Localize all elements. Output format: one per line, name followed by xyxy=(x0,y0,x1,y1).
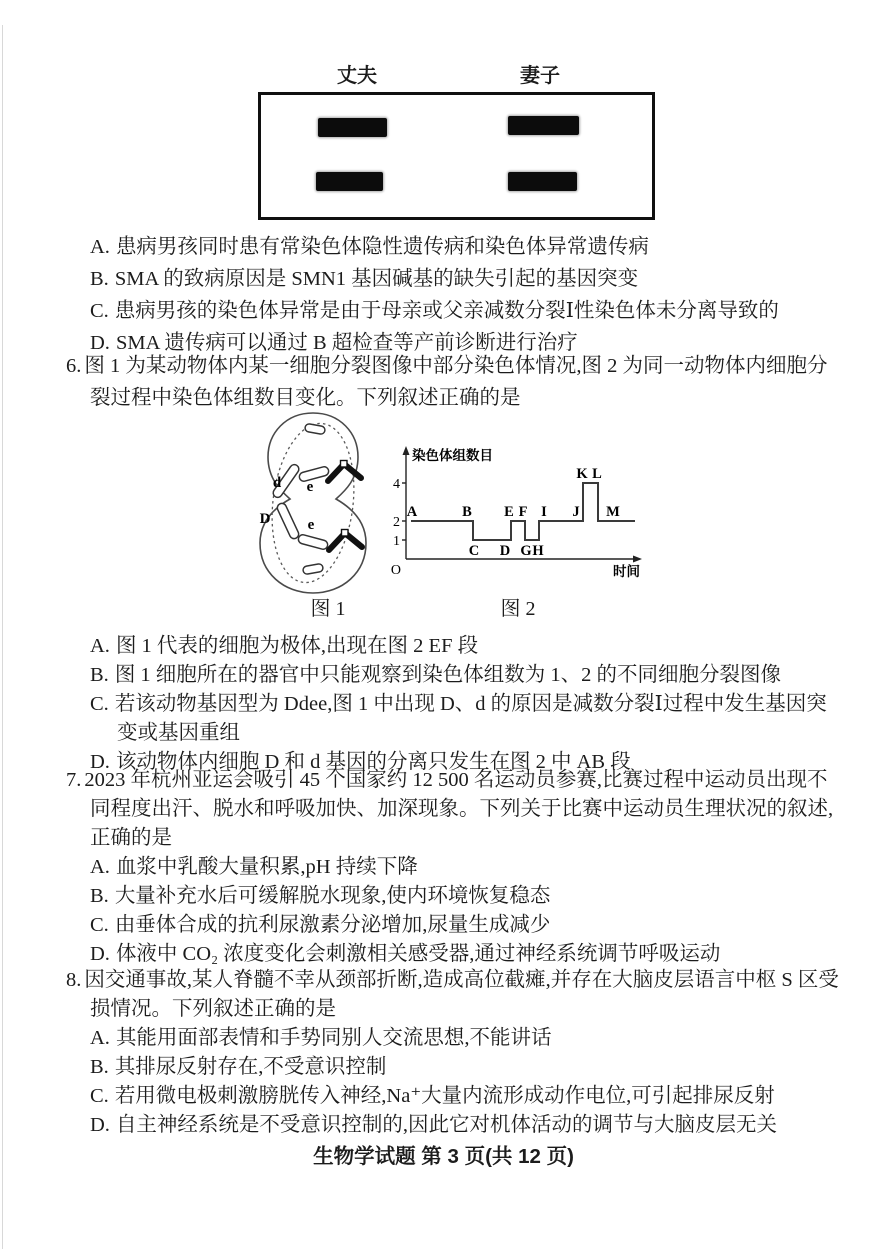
gene-label-e-bottom: e xyxy=(307,517,315,533)
svg-text:E: E xyxy=(504,504,514,520)
question-text: 因交通事故,某人脊髓不幸从颈部折断,造成高位截瘫,并存在大脑皮层语言中枢 S 区受损情况。下列叙述正确的是 xyxy=(84,969,839,1020)
option-label: A. xyxy=(90,635,110,657)
question-6-options xyxy=(90,632,847,777)
option-row xyxy=(90,1111,847,1140)
option-label: A. xyxy=(90,1027,110,1049)
question-7-options xyxy=(90,853,847,969)
page-footer: 生物学试题 第 3 页(共 12 页) xyxy=(313,1145,574,1168)
option-row xyxy=(90,231,847,263)
gel-band-husband-1 xyxy=(318,118,387,137)
option-text: 由垂体合成的抗利尿激素分泌增加,尿量生成减少 xyxy=(114,914,551,936)
option-text: 若该动物基因型为 Ddee,图 1 中出现 D、d 的原因是减数分裂Ⅰ过程中发生基因突变或基因重组 xyxy=(114,693,827,744)
option-label: D. xyxy=(90,332,110,354)
option-row xyxy=(90,295,847,327)
svg-text:时间: 时间 xyxy=(613,564,640,579)
svg-text:4: 4 xyxy=(393,477,400,492)
option-row xyxy=(90,1082,847,1111)
cell-division-figure xyxy=(228,407,400,597)
svg-text:F: F xyxy=(518,504,528,520)
svg-text:J: J xyxy=(572,504,580,520)
option-label: A. xyxy=(90,236,110,258)
question-text: 2023 年杭州亚运会吸引 45 个国家约 12 500 名运动员参赛,比赛过程中运动员出现不同程度出汗、脱水和呼吸加快、加深现象。下列关于比赛中运动员生理状况的叙述,正确的是 xyxy=(84,769,834,849)
gel-lane-label-wife: 妻子 xyxy=(520,65,560,87)
gel-band-wife-2 xyxy=(508,172,577,191)
option-label: C. xyxy=(90,693,109,715)
option-label: C. xyxy=(90,1085,109,1107)
option-label: B. xyxy=(90,268,109,290)
option-label: C. xyxy=(90,914,109,936)
svg-text:M: M xyxy=(606,504,620,520)
option-text: SMA 的致病原因是 SMN1 基因碱基的缺失引起的基因突变 xyxy=(114,268,639,290)
svg-text:L: L xyxy=(592,466,602,482)
svg-text:染色体组数目: 染色体组数目 xyxy=(412,448,493,463)
option-label: A. xyxy=(90,856,110,878)
option-row xyxy=(90,263,847,295)
svg-text:H: H xyxy=(532,543,544,559)
gel-lane-label-husband: 丈夫 xyxy=(337,65,377,87)
question-6-figures xyxy=(0,405,887,637)
option-row xyxy=(90,882,847,911)
option-text: 其能用面部表情和手势同别人交流思想,不能讲话 xyxy=(115,1027,552,1049)
option-text: 若用微电极刺激膀胱传入神经,Na⁺大量内流形成动作电位,可引起排尿反射 xyxy=(114,1085,775,1107)
question-7-stem xyxy=(66,766,847,853)
option-row xyxy=(90,911,847,940)
option-text: 体液中 CO₂ 浓度变化会刺激相关感受器,通过神经系统调节呼吸运动 xyxy=(115,943,721,965)
option-label: B. xyxy=(90,885,109,907)
option-text: 自主神经系统是不受意识控制的,因此它对机体活动的调节与大脑皮层无关 xyxy=(115,1114,778,1136)
figure-1-caption: 图 1 xyxy=(310,598,346,620)
figure-2-caption: 图 2 xyxy=(500,598,536,620)
gel-band-wife-1 xyxy=(508,116,579,135)
centromere-dark-top xyxy=(341,461,348,468)
question-8 xyxy=(66,966,847,1140)
option-label: D. xyxy=(90,943,110,965)
gel-band-husband-2 xyxy=(316,172,383,191)
centromere-dark-bottom xyxy=(342,530,349,537)
question-number: 6. xyxy=(66,355,82,377)
option-label: C. xyxy=(90,300,109,322)
svg-text:1: 1 xyxy=(393,534,400,549)
svg-text:G: G xyxy=(520,543,532,559)
option-row xyxy=(90,632,847,661)
option-row xyxy=(90,940,847,969)
gene-label-d: d xyxy=(272,475,282,491)
option-text: 血浆中乳酸大量积累,pH 持续下降 xyxy=(115,856,418,878)
option-row xyxy=(90,690,847,748)
option-text: SMA 遗传病可以通过 B 超检查等产前诊断进行治疗 xyxy=(115,332,578,354)
gene-label-D: D xyxy=(259,511,271,527)
option-text: 大量补充水后可缓解脱水现象,使内环境恢复稳态 xyxy=(114,885,551,907)
question-8-stem xyxy=(66,966,847,1024)
option-label: B. xyxy=(90,664,109,686)
option-label: B. xyxy=(90,1056,109,1078)
svg-text:K: K xyxy=(576,466,588,482)
question-7 xyxy=(66,766,847,969)
gel-box xyxy=(258,92,655,220)
option-text: 图 1 细胞所在的器官中只能观察到染色体组数为 1、2 的不同细胞分裂图像 xyxy=(114,664,782,686)
option-row xyxy=(90,853,847,882)
gel-figure xyxy=(0,60,887,225)
question-number: 8. xyxy=(66,969,82,991)
question-text: 图 1 为某动物体内某一细胞分裂图像中部分染色体情况,图 2 为同一动物体内细胞分裂过程中染色体组数目变化。下列叙述正确的是 xyxy=(84,355,828,409)
option-text: 其排尿反射存在,不受意识控制 xyxy=(114,1056,387,1078)
option-row xyxy=(90,1024,847,1053)
option-row xyxy=(90,661,847,690)
option-text: 患病男孩同时患有常染色体隐性遗传病和染色体异常遗传病 xyxy=(115,236,649,258)
svg-text:I: I xyxy=(541,504,547,520)
gene-label-e-top: e xyxy=(306,479,314,495)
question-5-options xyxy=(90,231,847,359)
option-label: D. xyxy=(90,1114,110,1136)
svg-text:B: B xyxy=(462,504,472,520)
option-text: 患病男孩的染色体异常是由于母亲或父亲减数分裂Ⅰ性染色体未分离导致的 xyxy=(114,300,779,322)
option-text: 图 1 代表的细胞为极体,出现在图 2 EF 段 xyxy=(115,635,479,657)
option-text: 该动物体内细胞 D 和 d 基因的分离只发生在图 2 中 AB 段 xyxy=(115,751,631,773)
svg-text:2: 2 xyxy=(393,515,400,530)
question-number: 7. xyxy=(66,769,82,791)
svg-text:O: O xyxy=(390,563,401,578)
question-8-options xyxy=(90,1024,847,1140)
option-label: D. xyxy=(90,751,110,773)
svg-text:C: C xyxy=(468,543,480,559)
chromosome-sets-chart xyxy=(390,441,648,593)
svg-text:A: A xyxy=(406,504,418,520)
svg-text:D: D xyxy=(499,543,511,559)
option-row xyxy=(90,1053,847,1082)
